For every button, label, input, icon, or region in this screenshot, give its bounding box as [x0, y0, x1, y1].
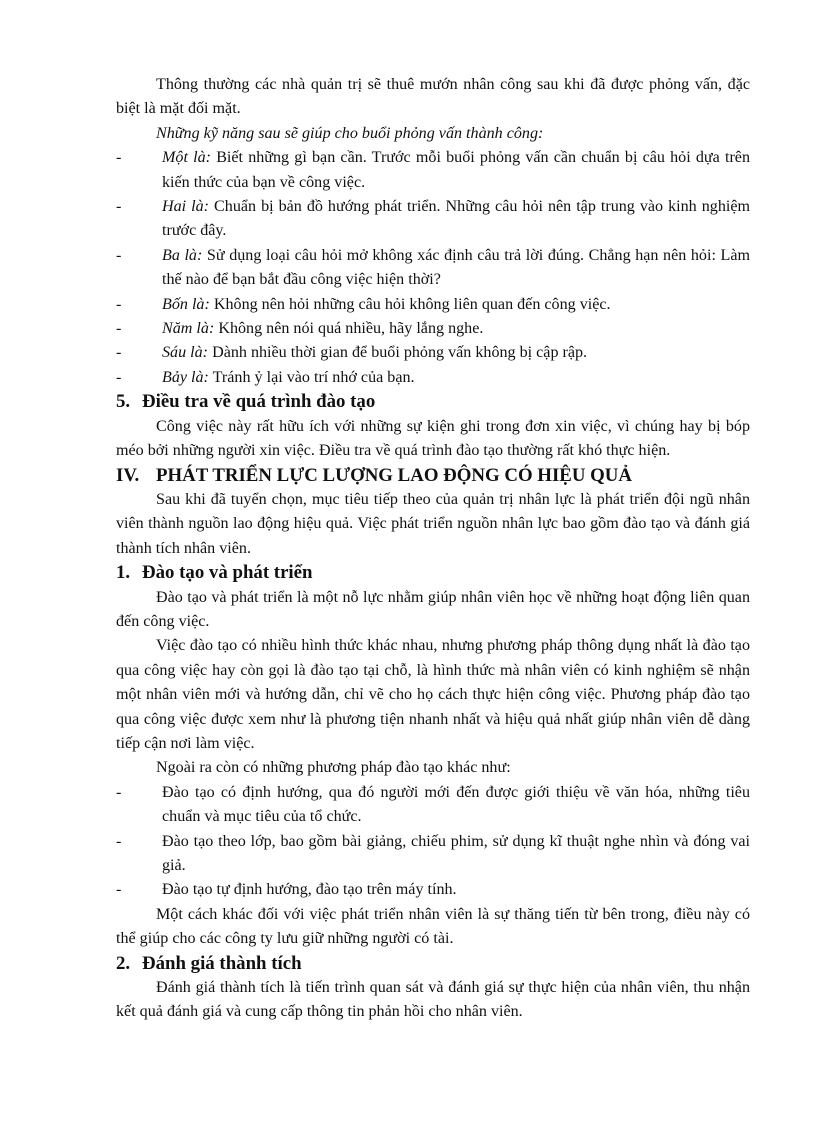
heading-title: PHÁT TRIỂN LỰC LƯỢNG LAO ĐỘNG CÓ HIỆU QUẢ	[156, 464, 632, 486]
skills-list	[116, 146, 750, 390]
methods-list	[116, 781, 750, 903]
list-item-lead: Ba là:	[162, 246, 203, 264]
dash-marker: -	[116, 832, 122, 850]
heading-title: Điều tra về quá trình đào tạo	[142, 391, 376, 413]
heading-number: 1.	[116, 562, 131, 584]
list-item	[116, 878, 750, 902]
skills-intro: Những kỹ năng sau sẽ giúp cho buổi phỏng vấn thành công:	[156, 124, 544, 142]
paragraph-interview-hiring: Thông thường các nhà quản trị sẽ thuê mướn nhân công sau khi đã được phỏng vấn, đặc biệt là mặt đối mặt.	[116, 76, 750, 118]
paragraph-on-the-job-training: Việc đào tạo có nhiều hình thức khác nhau, nhưng phương pháp thông dụng nhất là đào tạo qua công việc hay còn gọi là đào tạo tại chỗ, là hình thức mà nhân viên có kinh nghiệm sẽ nhận một nhân viên mới và hướng dẫn, chỉ vẽ cho họ cách thực hiện công việc. Phương pháp đào tạo qua công việc được xem như là phương tiện nhanh nhất và hiệu quả nhất giúp nhân viên dễ dàng tiếp cận nơi làm việc.	[116, 637, 750, 752]
list-item-text: Chuẩn bị bản đồ hướng phát triển. Những câu hỏi nên tập trung vào kinh nghiệm trước đây.	[162, 198, 750, 240]
paragraph-workforce-development: Sau khi đã tuyển chọn, mục tiêu tiếp theo của quản trị nhân lực là phát triển đội ngũ nhân viên thành nguồn lao động hiệu quả. Việc phát triển nguồn nhân lực bao gồm đào tạo và đánh giá thành tích nhân viên.	[116, 490, 750, 557]
paragraph-training-history: Công việc này rất hữu ích với những sự kiện ghi trong đơn xin việc, vì chúng hay bị bóp méo bởi những người xin việc. Điều tra về quá trình đào tạo thường rất khó thực hiện.	[116, 417, 750, 460]
list-item-lead: Một là:	[162, 149, 211, 167]
list-item-lead: Hai là:	[162, 198, 210, 216]
dash-marker: -	[116, 783, 122, 801]
list-item	[116, 195, 750, 244]
heading-title: Đào tạo và phát triển	[142, 562, 313, 584]
list-item	[116, 781, 750, 830]
dash-marker: -	[116, 320, 122, 338]
list-item	[116, 146, 750, 195]
list-item-text: Không nên hỏi những câu hỏi không liên quan đến công việc.	[209, 295, 611, 313]
list-item	[116, 293, 750, 317]
heading-section-1	[116, 561, 750, 585]
list-item-text: Dành nhiều thời gian để buổi phỏng vấn không bị cập rập.	[208, 344, 588, 362]
dash-marker: -	[116, 344, 122, 362]
heading-section-5	[116, 390, 750, 414]
list-item	[116, 244, 750, 293]
heading-section-2	[116, 952, 750, 976]
list-item-text: Không nên nói quá nhiều, hãy lắng nghe.	[214, 320, 484, 338]
list-item-lead: Năm là:	[162, 320, 215, 338]
list-item	[116, 366, 750, 390]
list-item	[116, 317, 750, 341]
paragraph-other-methods-intro: Ngoài ra còn có những phương pháp đào tạo khác như:	[156, 759, 511, 777]
list-item-lead: Bảy là:	[162, 368, 209, 386]
heading-title: Đánh giá thành tích	[142, 952, 302, 974]
list-item-lead: Sáu là:	[162, 344, 209, 362]
heading-number: 5.	[116, 391, 131, 413]
heading-number: 2.	[116, 952, 131, 974]
list-item-text: Sử dụng loại câu hỏi mở không xác định câu trả lời đúng. Chẳng hạn nên hỏi: Làm thế nào để bạn bắt đầu công việc hiện thời?	[162, 246, 750, 289]
dash-marker: -	[116, 881, 122, 899]
heading-section-IV	[116, 464, 750, 488]
list-item-text: Tránh ỷ lại vào trí nhớ của bạn.	[208, 368, 415, 386]
paragraph-training-definition: Đào tạo và phát triển là một nỗ lực nhằm giúp nhân viên học về những hoạt động liên quan đến công việc.	[116, 588, 750, 630]
list-item-text: Đào tạo có định hướng, qua đó người mới đến được giới thiệu về văn hóa, những tiêu chuẩn và mục tiêu của tổ chức.	[162, 783, 750, 826]
dash-marker: -	[116, 368, 122, 386]
list-item	[116, 341, 750, 365]
dash-marker: -	[116, 246, 122, 264]
list-item	[116, 830, 750, 879]
heading-number: IV.	[116, 464, 140, 486]
list-item-text: Biết những gì bạn cần. Trước mỗi buổi phỏng vấn cần chuẩn bị câu hỏi dựa trên kiến thức của bạn về công việc.	[162, 149, 750, 191]
list-item-text: Đào tạo theo lớp, bao gồm bài giảng, chiếu phim, sử dụng kĩ thuật nghe nhìn và đóng vai giả.	[162, 832, 750, 874]
paragraph-internal-promotion: Một cách khác đối với việc phát triển nhân viên là sự thăng tiến từ bên trong, điều này có thể giúp cho các công ty lưu giữ những người có tài.	[116, 905, 750, 948]
list-item-lead: Bốn là:	[162, 295, 210, 313]
list-item-text: Đào tạo tự định hướng, đào tạo trên máy tính.	[162, 881, 457, 899]
paragraph-performance-appraisal: Đánh giá thành tích là tiến trình quan sát và đánh giá sự thực hiện của nhân viên, thu nhận kết quả đánh giá và cung cấp thông tin phản hồi cho nhân viên.	[116, 979, 750, 1021]
dash-marker: -	[116, 295, 122, 313]
dash-marker: -	[116, 149, 122, 167]
dash-marker: -	[116, 198, 122, 216]
